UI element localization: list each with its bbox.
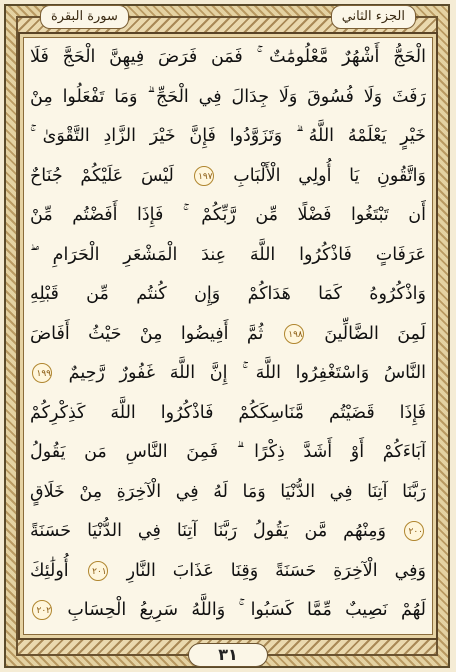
verse-text: لَهُمْ نَصِيبٌ مِّمَّا كَسَبُوا ۚ وَاللَّهُ سَرِيعُ الْحِسَابِ	[67, 600, 426, 620]
ayah-number-marker: ١٩٩	[32, 363, 52, 383]
verse-line	[30, 196, 426, 234]
verse-line	[30, 236, 426, 274]
verse-line	[30, 512, 426, 550]
verse-line	[30, 275, 426, 313]
verse-line	[30, 433, 426, 471]
verse-text: أَن تَبْتَغُوا فَضْلًا مِّن رَّبِّكُمْ ۚ فَإِذَا أَفَضْتُم مِّنْ	[30, 205, 426, 225]
verse-line	[30, 354, 426, 392]
verse-line	[30, 552, 426, 590]
ayah-number-marker: ٢٠١	[88, 561, 108, 581]
verse-text: رَبَّنَا آتِنَا فِي الدُّنْيَا وَمَا لَهُ فِي الْآخِرَةِ مِنْ خَلَاقٍ	[30, 481, 426, 502]
verse-text: رَفَثَ وَلَا فُسُوقَ وَلَا جِدَالَ فِي الْحَجِّ ۗ وَمَا تَفْعَلُوا مِنْ	[30, 86, 426, 107]
verse-text: وَمِنْهُم مَّن يَقُولُ رَبَّنَا آتِنَا فِي الدُّنْيَا حَسَنَةً	[30, 521, 387, 541]
verse-text: آبَاءَكُمْ أَوْ أَشَدَّ ذِكْرًا ۗ فَمِنَ النَّاسِ مَن يَقُولُ	[30, 442, 426, 462]
verse-line	[30, 78, 426, 116]
verse-text: فَإِذَا قَضَيْتُم مَّنَاسِكَكُمْ فَاذْكُرُوا اللَّهَ كَذِكْرِكُمْ	[30, 402, 426, 423]
ayah-number-marker: ٢٠٢	[32, 600, 52, 620]
verse-line	[30, 315, 426, 353]
verse-text: عَرَفَاتٍ فَاذْكُرُوا اللَّهَ عِندَ الْمَشْعَرِ الْحَرَامِ ۖ	[30, 244, 426, 265]
verse-text: لَيْسَ عَلَيْكُمْ جُنَاحٌ	[30, 165, 174, 186]
verse-text: الْحَجُّ أَشْهُرٌ مَّعْلُومَٰتٌ ۚ فَمَن فَرَضَ فِيهِنَّ الْحَجَّ فَلَا	[30, 47, 426, 67]
verse-text: وَفِي الْآخِرَةِ حَسَنَةً وَقِنَا عَذَابَ النَّارِ	[126, 560, 426, 581]
verse-line	[30, 473, 426, 511]
verse-line	[30, 38, 426, 76]
verse-line	[30, 394, 426, 432]
verse-line	[30, 591, 426, 629]
verse-text: وَاذْكُرُوهُ كَمَا هَدَاكُمْ وَإِن كُنتُم مِّن قَبْلِهِ	[30, 284, 426, 304]
verse-text: لَمِنَ الضَّالِّينَ	[324, 323, 426, 344]
verse-line	[30, 157, 426, 195]
ayah-number-marker: ١٩٧	[194, 166, 214, 186]
verse-text: أُولَٰئِكَ	[30, 560, 69, 581]
verse-text: النَّاسُ وَاسْتَغْفِرُوا اللَّهَ ۚ إِنَّ اللَّهَ غَفُورٌ رَّحِيمٌ	[68, 363, 426, 383]
ayah-number-marker: ٢٠٠	[404, 521, 424, 541]
juz-name-header: الجزء الثاني	[331, 5, 416, 29]
ayah-number-marker: ١٩٨	[284, 324, 304, 344]
verse-text: خَيْرٍ يَعْلَمْهُ اللَّهُ ۗ وَتَزَوَّدُوا فَإِنَّ خَيْرَ الزَّادِ التَّقْوَىٰ ۚ	[30, 126, 426, 146]
page-number: ٣١	[188, 643, 268, 667]
verse-text: ثُمَّ أَفِيضُوا مِنْ حَيْثُ أَفَاضَ	[30, 323, 264, 344]
surah-name-header: سورة البقرة	[40, 5, 129, 29]
verse-text: وَاتَّقُونِ يَا أُولِي الْأَلْبَابِ	[233, 165, 426, 186]
verse-line	[30, 117, 426, 155]
